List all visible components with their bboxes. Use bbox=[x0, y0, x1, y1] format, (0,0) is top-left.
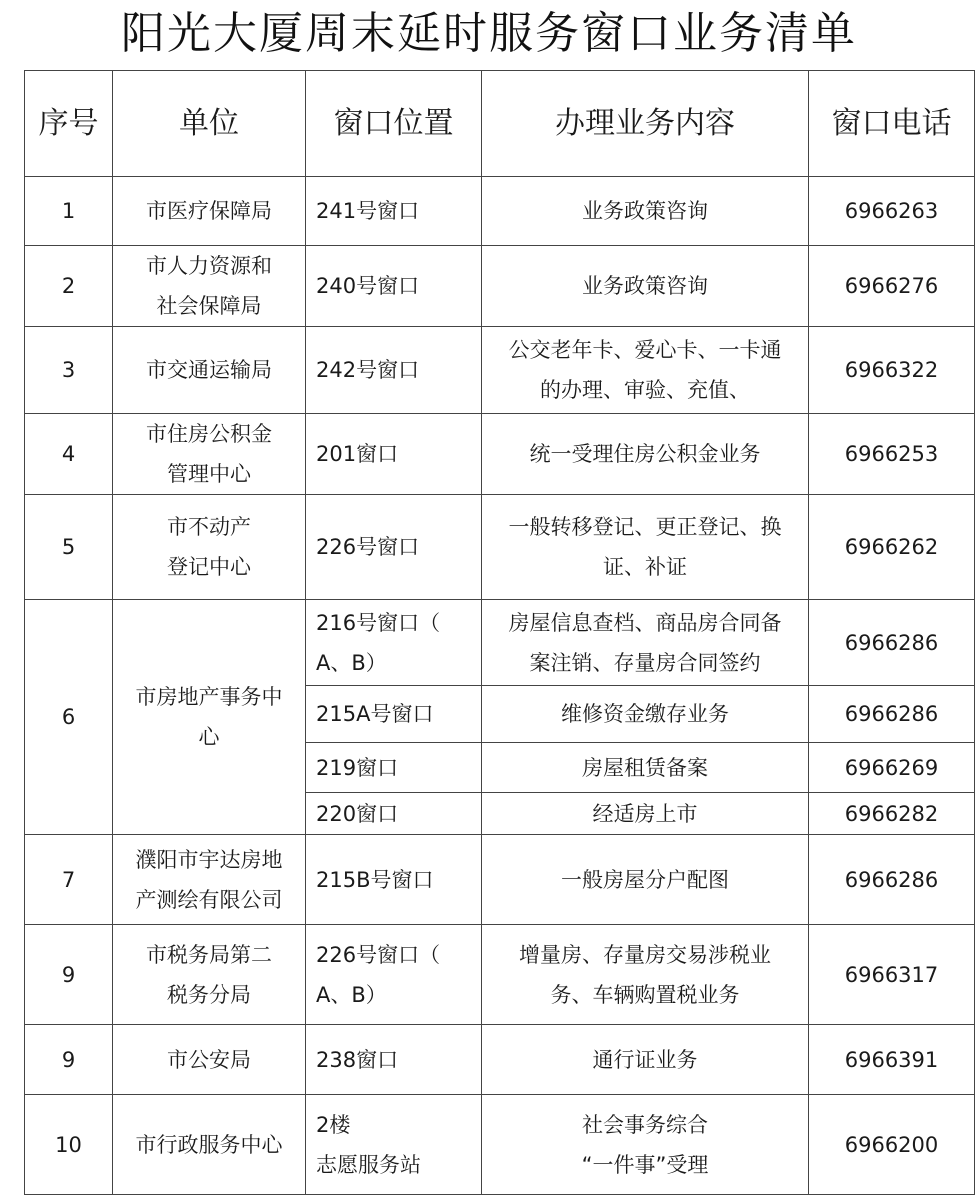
page-title: 阳光大厦周末延时服务窗口业务清单 bbox=[121, 8, 857, 59]
cell-business: 房屋租赁备案 bbox=[482, 743, 809, 793]
cell-window: 219窗口 bbox=[306, 743, 482, 793]
cell-phone: 6966317 bbox=[809, 925, 975, 1025]
cell-index: 5 bbox=[25, 495, 113, 600]
cell-window: 220窗口 bbox=[306, 793, 482, 835]
table-row bbox=[25, 495, 975, 600]
cell-window: 2楼 志愿服务站 bbox=[306, 1095, 482, 1195]
cell-unit: 市公安局 bbox=[113, 1025, 306, 1095]
table-row bbox=[25, 327, 975, 414]
cell-index: 9 bbox=[25, 1025, 113, 1095]
cell-unit: 市交通运输局 bbox=[113, 327, 306, 414]
cell-unit: 市人力资源和 社会保障局 bbox=[113, 246, 306, 327]
cell-window: 216号窗口（ A、B） bbox=[306, 600, 482, 686]
cell-index: 6 bbox=[25, 600, 113, 835]
cell-unit: 市行政服务中心 bbox=[113, 1095, 306, 1195]
cell-unit: 濮阳市宇达房地 产测绘有限公司 bbox=[113, 835, 306, 925]
cell-phone: 6966391 bbox=[809, 1025, 975, 1095]
cell-business: 房屋信息查档、商品房合同备 案注销、存量房合同签约 bbox=[482, 600, 809, 686]
cell-business: 公交老年卡、爱心卡、一卡通 的办理、审验、充值、 bbox=[482, 327, 809, 414]
cell-business: 社会事务综合 “一件事”受理 bbox=[482, 1095, 809, 1195]
cell-unit: 市税务局第二 税务分局 bbox=[113, 925, 306, 1025]
cell-business: 维修资金缴存业务 bbox=[482, 686, 809, 743]
table-row bbox=[25, 1025, 975, 1095]
cell-window: 215A号窗口 bbox=[306, 686, 482, 743]
cell-business: 业务政策咨询 bbox=[482, 177, 809, 246]
cell-business: 业务政策咨询 bbox=[482, 246, 809, 327]
service-window-table bbox=[24, 70, 975, 1195]
table-row bbox=[25, 600, 975, 686]
cell-index: 4 bbox=[25, 414, 113, 495]
table-row bbox=[25, 414, 975, 495]
cell-phone: 6966282 bbox=[809, 793, 975, 835]
cell-window: 201窗口 bbox=[306, 414, 482, 495]
header-unit: 单位 bbox=[113, 71, 306, 177]
cell-unit: 市住房公积金 管理中心 bbox=[113, 414, 306, 495]
header-business: 办理业务内容 bbox=[482, 71, 809, 177]
cell-phone: 6966286 bbox=[809, 686, 975, 743]
cell-phone: 6966262 bbox=[809, 495, 975, 600]
table-row bbox=[25, 925, 975, 1025]
cell-phone: 6966269 bbox=[809, 743, 975, 793]
table-row bbox=[25, 246, 975, 327]
cell-business: 一般转移登记、更正登记、换 证、补证 bbox=[482, 495, 809, 600]
cell-phone: 6966322 bbox=[809, 327, 975, 414]
cell-business: 通行证业务 bbox=[482, 1025, 809, 1095]
header-index: 序号 bbox=[25, 71, 113, 177]
cell-business: 一般房屋分户配图 bbox=[482, 835, 809, 925]
cell-window: 241号窗口 bbox=[306, 177, 482, 246]
header-row bbox=[25, 71, 975, 177]
cell-window: 242号窗口 bbox=[306, 327, 482, 414]
cell-business: 增量房、存量房交易涉税业 务、车辆购置税业务 bbox=[482, 925, 809, 1025]
table-row bbox=[25, 1095, 975, 1195]
cell-index: 2 bbox=[25, 246, 113, 327]
cell-unit: 市医疗保障局 bbox=[113, 177, 306, 246]
cell-window: 240号窗口 bbox=[306, 246, 482, 327]
cell-index: 3 bbox=[25, 327, 113, 414]
cell-business: 统一受理住房公积金业务 bbox=[482, 414, 809, 495]
cell-window: 215B号窗口 bbox=[306, 835, 482, 925]
cell-index: 9 bbox=[25, 925, 113, 1025]
cell-business: 经适房上市 bbox=[482, 793, 809, 835]
table-row bbox=[25, 835, 975, 925]
cell-window: 226号窗口（ A、B） bbox=[306, 925, 482, 1025]
cell-index: 7 bbox=[25, 835, 113, 925]
cell-phone: 6966253 bbox=[809, 414, 975, 495]
cell-unit: 市房地产事务中 心 bbox=[113, 600, 306, 835]
cell-phone: 6966276 bbox=[809, 246, 975, 327]
cell-unit: 市不动产 登记中心 bbox=[113, 495, 306, 600]
cell-index: 1 bbox=[25, 177, 113, 246]
cell-phone: 6966200 bbox=[809, 1095, 975, 1195]
header-phone: 窗口电话 bbox=[809, 71, 975, 177]
table-row bbox=[25, 177, 975, 246]
header-window: 窗口位置 bbox=[306, 71, 482, 177]
cell-phone: 6966286 bbox=[809, 600, 975, 686]
cell-phone: 6966286 bbox=[809, 835, 975, 925]
cell-phone: 6966263 bbox=[809, 177, 975, 246]
cell-index: 10 bbox=[25, 1095, 113, 1195]
cell-window: 226号窗口 bbox=[306, 495, 482, 600]
cell-window: 238窗口 bbox=[306, 1025, 482, 1095]
